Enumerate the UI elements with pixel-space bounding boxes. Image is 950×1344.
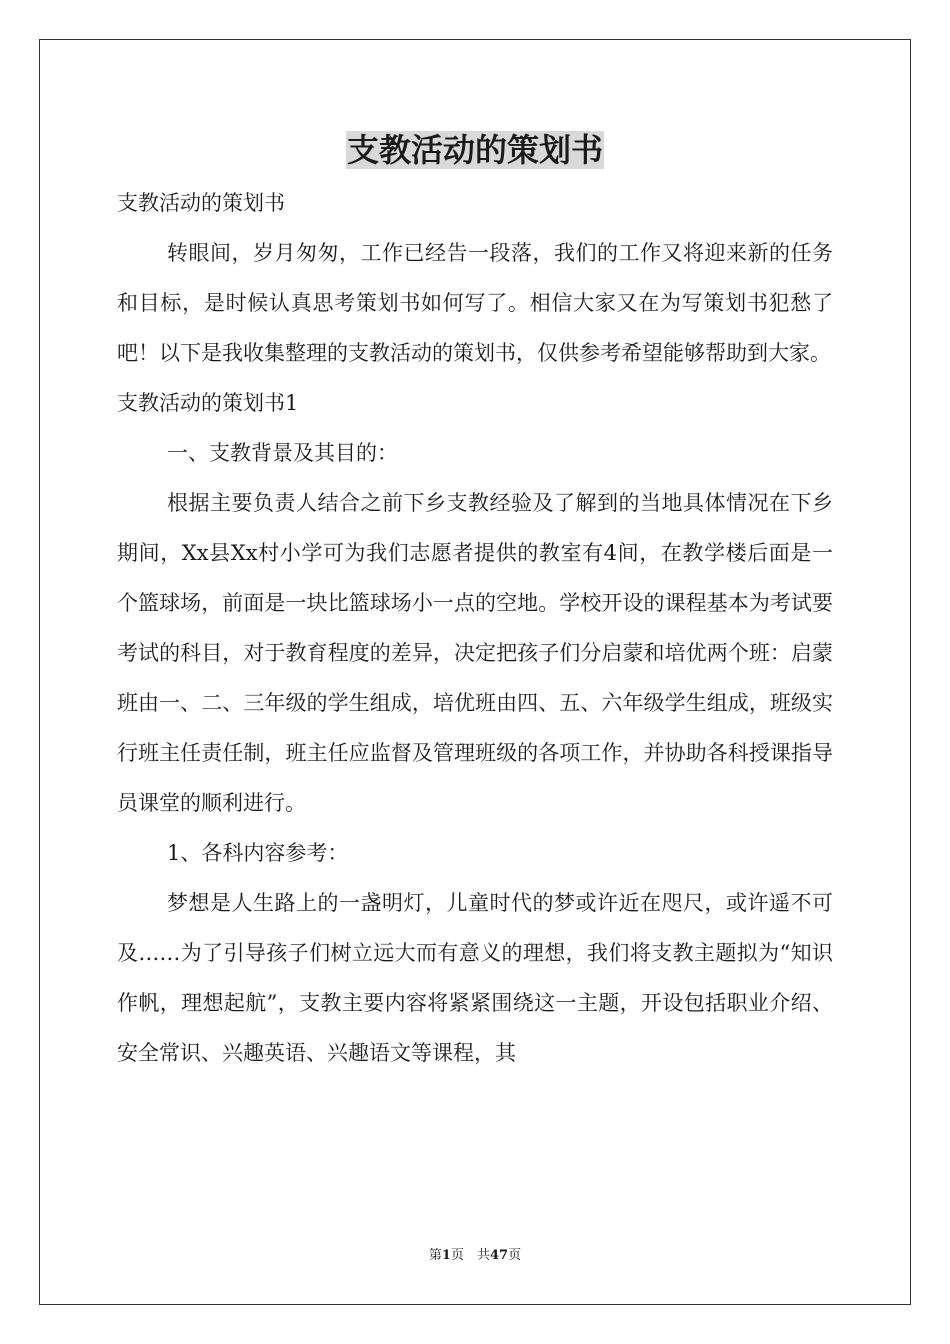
paragraph-heading-subjects: 1、各科内容参考： <box>167 841 349 865</box>
footer-page-number: 1 <box>441 1248 451 1263</box>
document-body <box>117 178 833 1078</box>
footer-prefix: 第 <box>428 1248 442 1263</box>
paragraph-heading-background: 一、支教背景及其目的： <box>167 441 398 465</box>
document-title-text: 支教活动的策划书 <box>346 131 603 169</box>
footer-total-suffix: 页 <box>508 1248 522 1263</box>
paragraph-subjects: 梦想是人生路上的一盏明灯，儿童时代的梦或许近在咫尺，或许遥不可及……为了引导孩子们树立远大而有意义的理想，我们将支教主题拟为“知识作帆，理想起航”，支教主要内容将紧紧围绕这一主题，开设包括职业介绍、安全常识、兴趣英语、兴趣语文等课程，其 <box>117 891 833 1065</box>
paragraph-subtitle: 支教活动的策划书 <box>117 191 285 215</box>
page-footer <box>0 1246 950 1266</box>
footer-total-pages: 47 <box>489 1248 509 1263</box>
document-title <box>0 126 950 174</box>
footer-page-suffix: 页 共 <box>450 1248 490 1263</box>
paragraph-section-heading: 支教活动的策划书1 <box>117 391 299 415</box>
paragraph-intro: 转眼间，岁月匆匆，工作已经告一段落，我们的工作又将迎来新的任务和目标，是时候认真思考策划书如何写了。相信大家又在为写策划书犯愁了吧！以下是我收集整理的支教活动的策划书，仅供参考希望能够帮助到大家。 <box>117 241 833 365</box>
paragraph-background: 根据主要负责人结合之前下乡支教经验及了解到的当地具体情况在下乡期间，Xx县Xx村小学可为我们志愿者提供的教室有4间，在教学楼后面是一个篮球场，前面是一块比篮球场小一点的空地。学校开设的课程基本为考试要考试的科目，对于教育程度的差异，决定把孩子们分启蒙和培优两个班：启蒙班由一、二、三年级的学生组成，培优班由四、五、六年级学生组成，班级实行班主任责任制，班主任应监督及管理班级的各项工作，并协助各科授课指导员课堂的顺利进行。 <box>117 491 833 815</box>
